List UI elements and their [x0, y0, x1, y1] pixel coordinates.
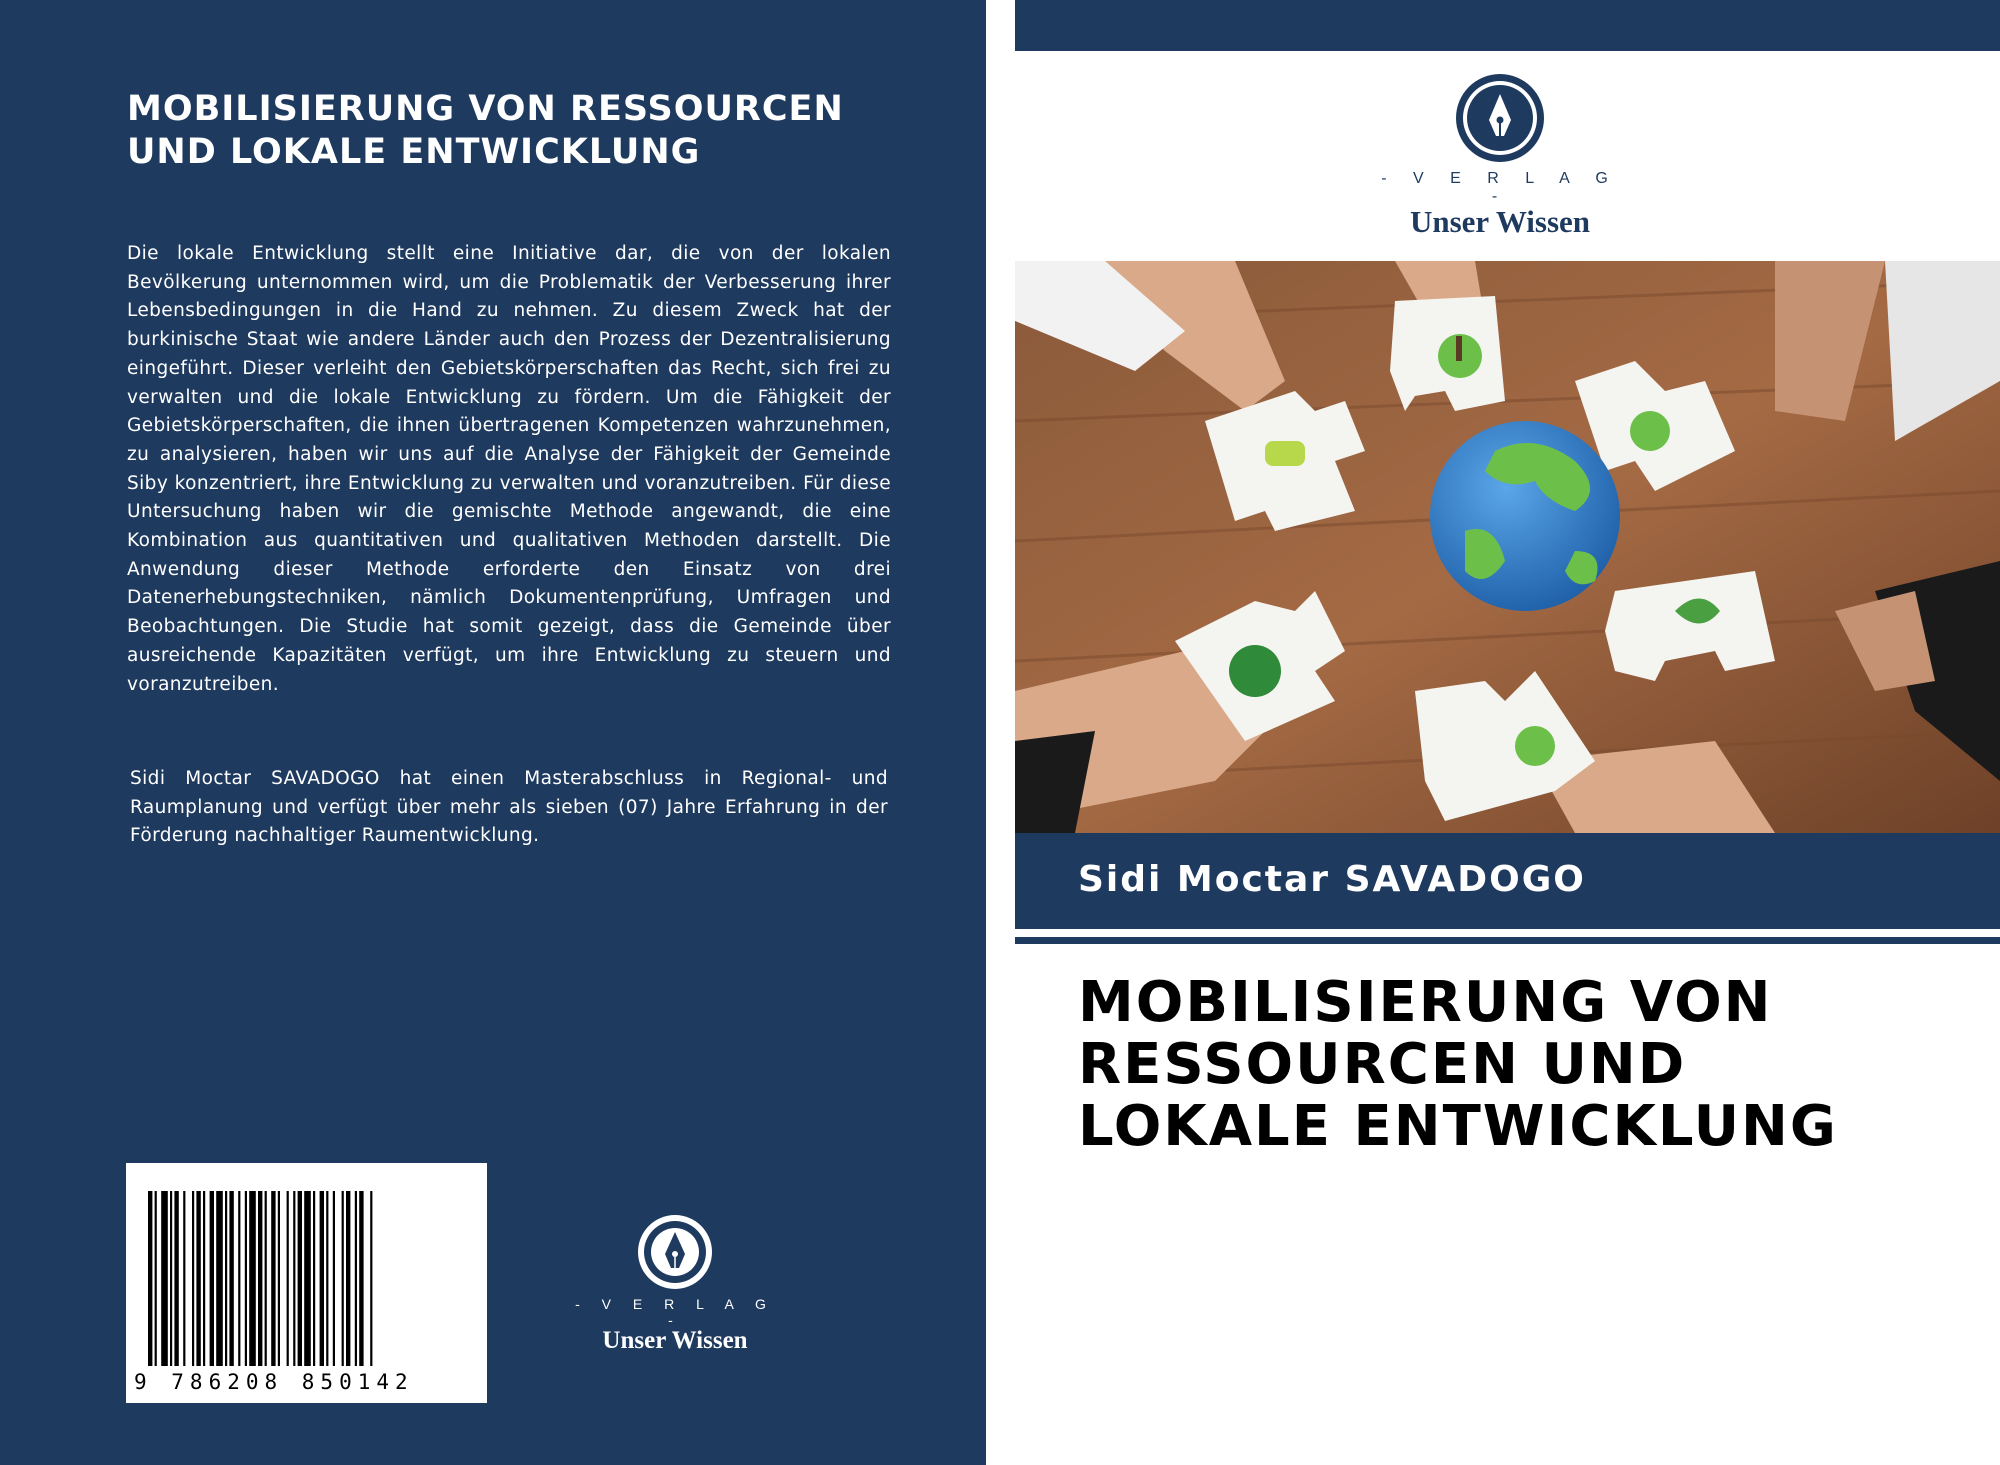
- pen-nib-seal-icon: [1454, 72, 1546, 164]
- back-cover-title: MOBILISIERUNG VON RESSOURCEN UND LOKALE ENTWICKLUNG: [127, 89, 844, 172]
- back-publisher-logo: [570, 1212, 780, 1354]
- publisher-name: Unser Wissen: [602, 1327, 748, 1354]
- author-name: Sidi Moctar SAVADOGO: [1078, 859, 1586, 900]
- cover-photo-puzzle-globe: [1015, 261, 2000, 833]
- front-publisher-logo: [1380, 72, 1620, 239]
- front-top-band: [1015, 0, 2000, 51]
- back-cover-description: Die lokale Entwicklung stellt eine Initiative dar, die von der lokalen Bevölkerung unternommen wird, um die Problematik der Verbesserung ihrer Lebensbedingungen in die Hand zu nehmen. Zu diesem Zweck hat der burkinische Staat wie andere Länder auch den Prozess der Dezentralisierung eingeführt. Dieser verleiht den Gebietskörperschaften das Recht, sich frei zu verwalten und die lokale Entwicklung zu fördern. Um die Fähigkeit der Gebietskörperschaften, die ihnen übertragenen Kompetenzen wahrzunehmen, zu analysieren, haben wir uns auf die Analyse der Fähigkeit der Gemeinde Siby konzentriert, ihre Entwicklung zu verwalten und voranzutreiben. Für diese Untersuchung haben wir die gemischte Methode angewandt, die eine Kombination aus quantitativen und qualitativen Methoden darstellt. Die Anwendung dieser Methode erforderte den Einsatz von drei Datenerhebungstechniken, nämlich Dokumentenprüfung, Umfragen und Beobachtungen. Die Studie hat somit gezeigt, dass die Gemeinde über ausreichende Kapazitäten verfügt, um ihre Entwicklung zu steuern und voranzutreiben.: [127, 243, 891, 695]
- publisher-name: Unser Wissen: [1409, 204, 1591, 239]
- puzzle-globe-hands-photo-icon: [1015, 261, 2000, 833]
- verlag-label: - V E R L A G -: [575, 1296, 775, 1328]
- front-cover-title: MOBILISIERUNG VON RESSOURCEN UND LOKALE ENTWICKLUNG: [1078, 970, 1838, 1159]
- spine-gap: [986, 0, 1015, 1465]
- verlag-label: - V E R L A G -: [1381, 170, 1619, 205]
- barcode-bars-icon: [126, 1163, 487, 1403]
- pen-nib-seal-icon: [635, 1212, 715, 1292]
- author-band: [1015, 833, 2000, 929]
- back-cover: [0, 0, 986, 1465]
- isbn-number: 9 786208 850142: [134, 1370, 414, 1394]
- divider-rule: [1015, 937, 2000, 944]
- isbn-barcode: [126, 1163, 487, 1403]
- author-biography: Sidi Moctar SAVADOGO hat einen Masterabschluss in Regional- und Raumplanung und verfügt über mehr als sieben (07) Jahre Erfahrung in der Förderung nachhaltiger Raumentwicklung.: [130, 768, 888, 847]
